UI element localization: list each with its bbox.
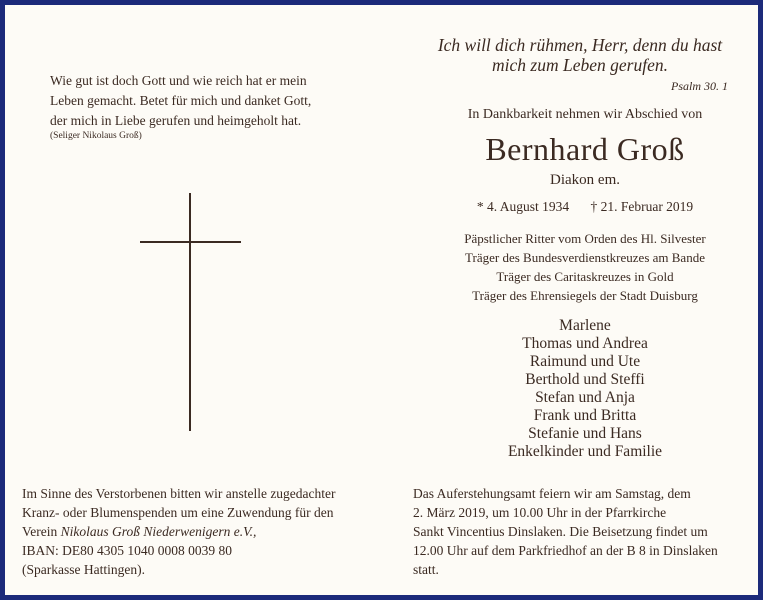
honor-item: Päpstlicher Ritter vom Orden des Hl. Silvester (464, 231, 706, 246)
honor-item: Träger des Caritaskreuzes in Gold (496, 269, 674, 284)
deceased-name: Bernhard Groß (485, 131, 685, 167)
deceased-title: Diakon em. (550, 172, 620, 188)
family-member: Enkelkinder und Familie (507, 443, 663, 460)
cross-icon (189, 193, 191, 431)
honor-item: Träger des Bundesverdienstkreuzes am Bande (465, 250, 705, 265)
family-member: Raimund und Ute (529, 353, 641, 370)
verein-prefix: Verein (22, 524, 61, 539)
donation-line: Kranz- oder Blumenspenden um eine Zuwendung für den (22, 505, 334, 520)
psalm-line: mich zum Leben gerufen. (492, 55, 668, 75)
service-line: Das Auferstehungsamt feiern wir am Samstag, dem (413, 486, 691, 501)
quote-line: Wie gut ist doch Gott und wie reich hat er mein (50, 73, 307, 88)
life-dates (420, 199, 750, 215)
donation-line: Im Sinne des Verstorbenen bitten wir anstelle zugedachter (22, 486, 336, 501)
family-member: Thomas und Andrea (522, 335, 648, 352)
death-date: † 21. Februar 2019 (590, 199, 694, 214)
donation-line (22, 522, 352, 541)
honors-list (420, 229, 750, 305)
honor-item: Träger des Ehrensiegels der Stadt Duisburg (472, 288, 698, 303)
verein-name: Nikolaus Groß Niederwenigern e.V., (60, 524, 257, 539)
service-line: Sankt Vincentius Dinslaken. Die Beisetzung findet um (413, 524, 708, 539)
quote-source: (Seliger Nikolaus Groß) (50, 131, 142, 141)
service-info (413, 484, 735, 579)
birth-date: * 4. August 1934 (476, 199, 570, 214)
family-member: Marlene (559, 317, 611, 334)
iban: IBAN: DE80 4305 1040 0008 0039 80 (22, 543, 232, 558)
bank: (Sparkasse Hattingen). (22, 562, 145, 577)
intro-text: In Dankbarkeit nehmen wir Abschied von (467, 107, 703, 122)
quote (50, 71, 345, 131)
service-line: statt. (413, 562, 439, 577)
cross-icon-bar (140, 241, 241, 243)
family-member: Stefanie und Hans (528, 425, 642, 442)
quote-line: der mich in Liebe gerufen und heimgeholt hat. (50, 113, 302, 128)
quote-line: Leben gemacht. Betet für mich und danket Gott, (50, 93, 312, 108)
family-list (420, 317, 750, 461)
service-line: 12.00 Uhr auf dem Parkfriedhof an der B 8 in Dinslaken (413, 543, 718, 558)
service-line: 2. März 2019, um 10.00 Uhr in der Pfarrkirche (413, 505, 667, 520)
psalm-reference: Psalm 30. 1 (671, 79, 728, 93)
psalm-quote (425, 35, 735, 75)
obituary-card (5, 5, 758, 595)
family-member: Stefan und Anja (535, 389, 635, 406)
donation-note (22, 484, 352, 579)
family-member: Berthold und Steffi (525, 371, 645, 388)
psalm-line: Ich will dich rühmen, Herr, denn du hast (437, 35, 723, 55)
family-member: Frank und Britta (533, 407, 637, 424)
